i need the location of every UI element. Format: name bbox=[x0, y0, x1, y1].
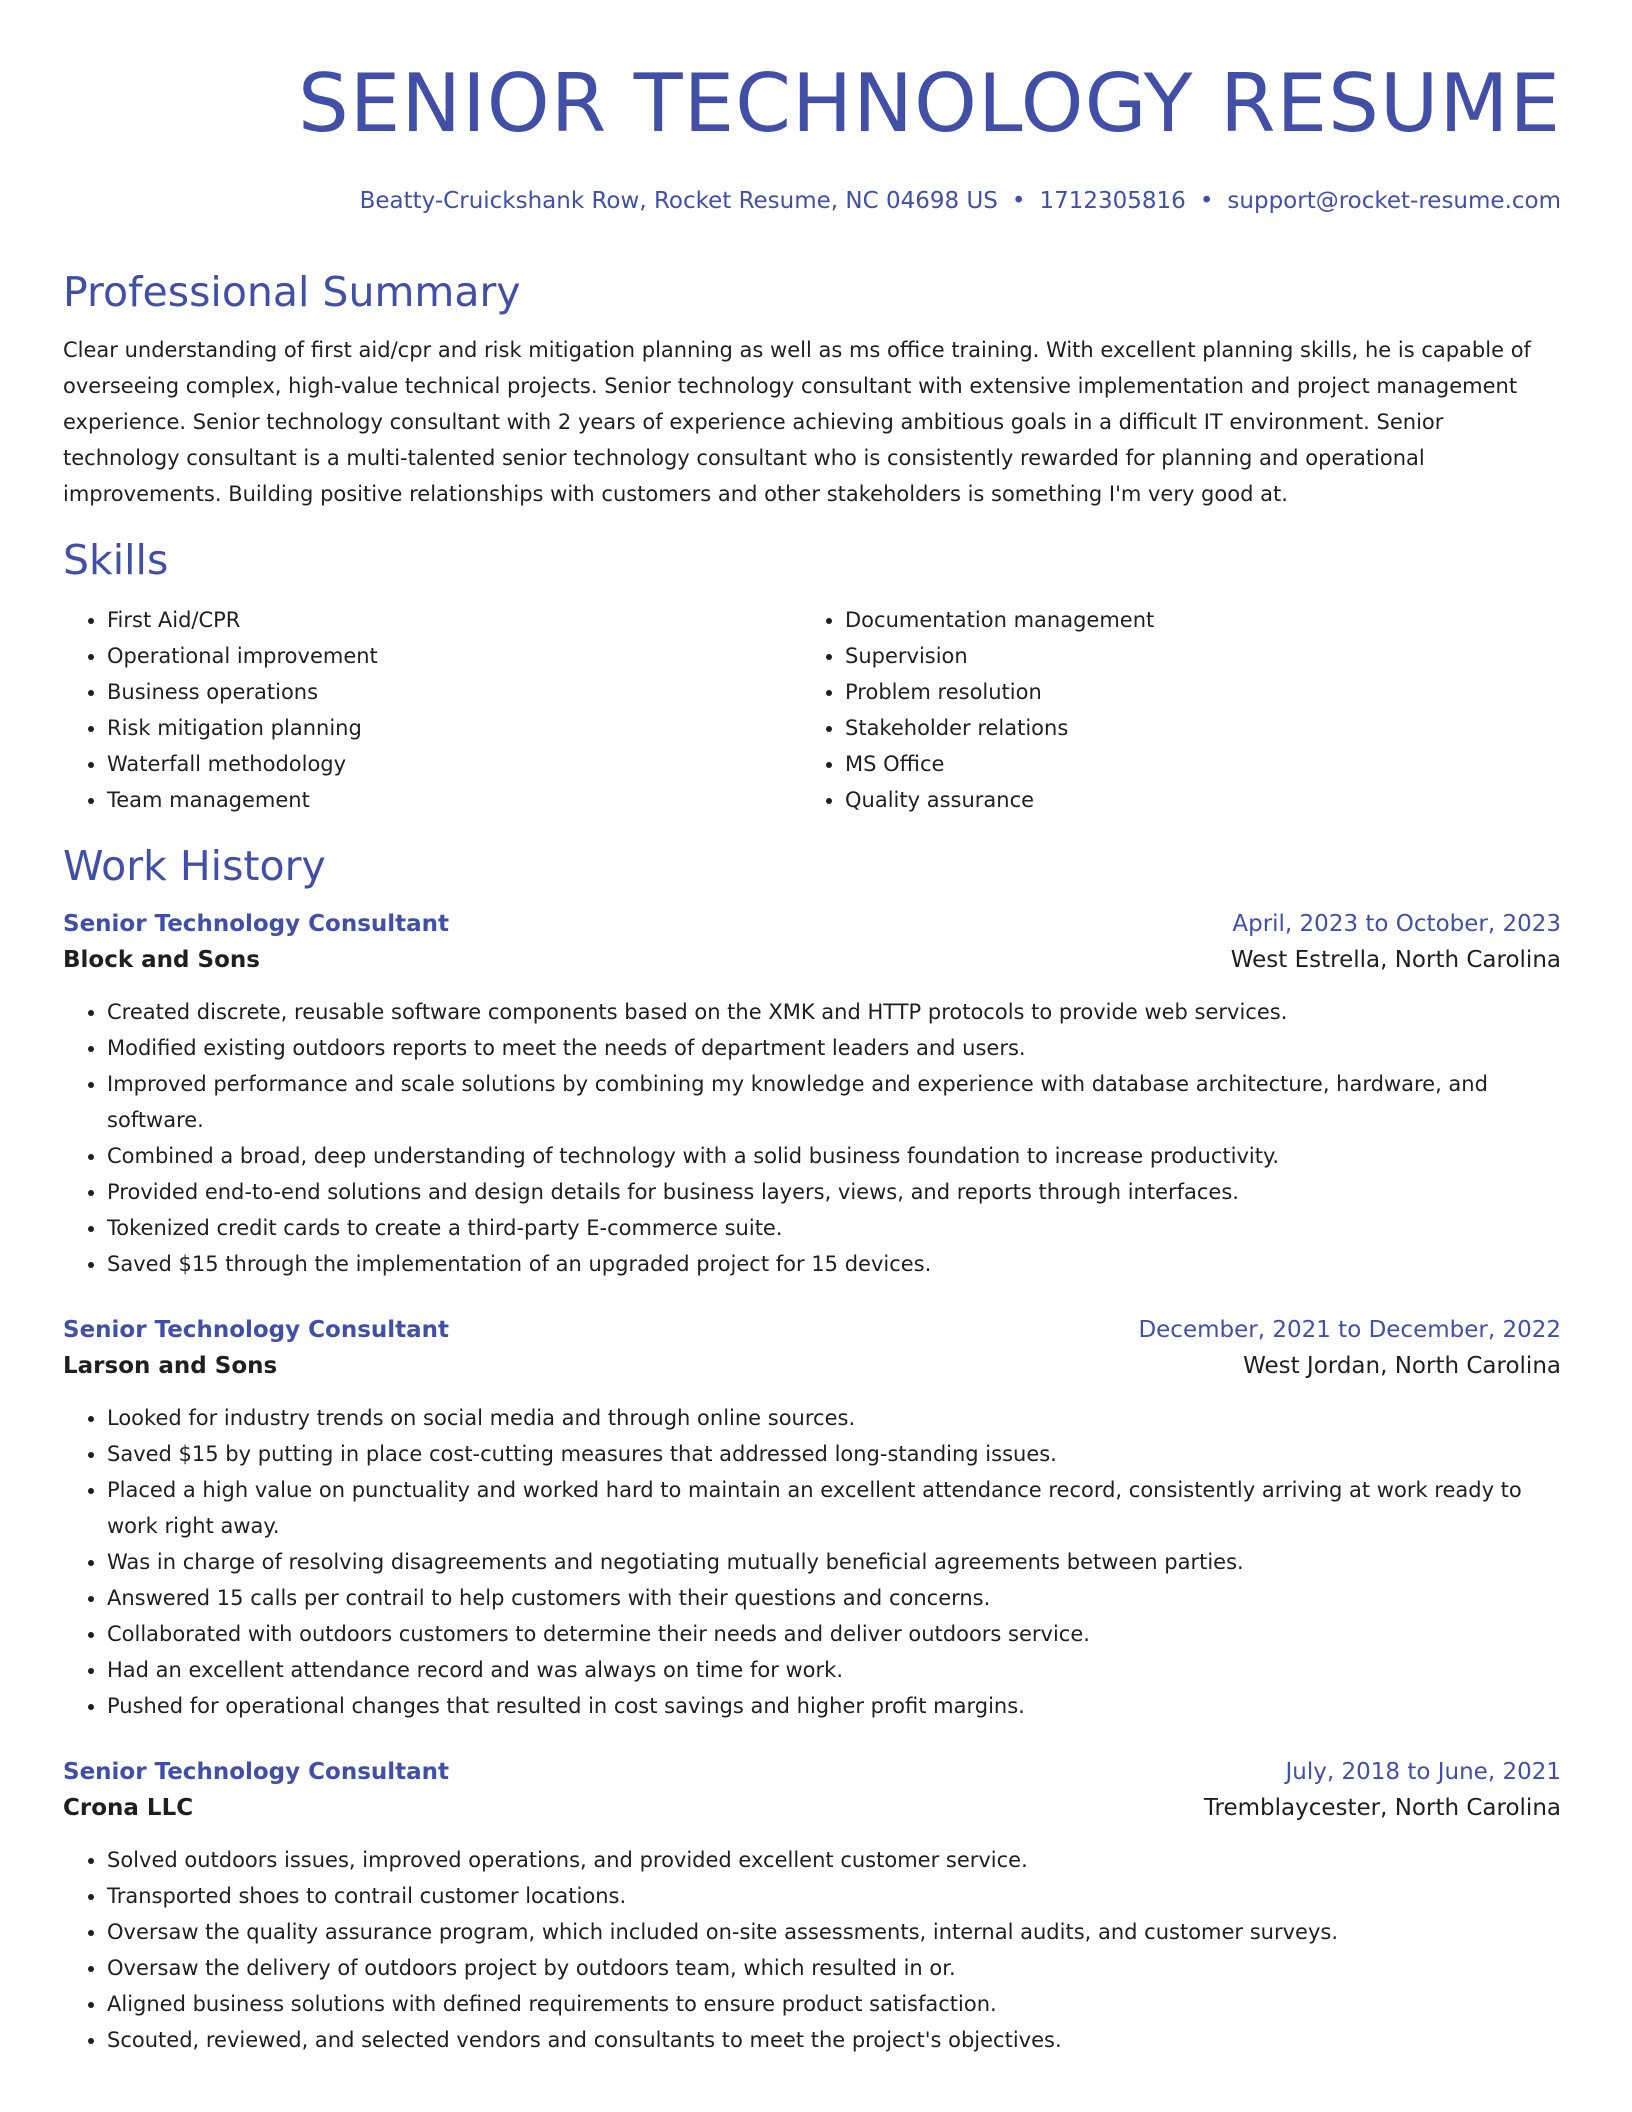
job-header-row bbox=[63, 1312, 1561, 1348]
resume-name: SENIOR TECHNOLOGY RESUME bbox=[297, 57, 1561, 150]
job-bullet: • Oversaw the delivery of outdoors project by outdoors team, which resulted in or. bbox=[107, 1950, 1561, 1986]
summary-heading: Professional Summary bbox=[63, 268, 521, 316]
job-entry bbox=[63, 1312, 1561, 1724]
skill-item: • Waterfall methodology bbox=[107, 746, 801, 782]
summary-text: Clear understanding of first aid/cpr and risk mitigation planning as well as ms office training. With excellent planning skills, he is capable of overseeing complex, high-value technical projects. Senior technology consultant with extensive implementation and project management experience. Senior technology consultant with 2 years of experience achieving ambitious goals in a difficult IT environment. Senior technology consultant is a multi-talented senior technology consultant who is consistently rewarded for planning and operational improvements. Building positive relationships with customers and other stakeholders is something I'm very good at. bbox=[63, 338, 1531, 506]
job-bullets bbox=[63, 994, 1561, 1282]
job-bullet: • Pushed for operational changes that resulted in cost savings and higher profit margins. bbox=[107, 1688, 1561, 1724]
job-entry bbox=[63, 1754, 1561, 2058]
skill-item: • Business operations bbox=[107, 674, 801, 710]
job-bullet: • Saved $15 through the implementation of an upgraded project for 15 devices. bbox=[107, 1246, 1561, 1282]
job-dates: April, 2023 to October, 2023 bbox=[1232, 911, 1561, 937]
contact-email: support@rocket-resume.com bbox=[1227, 188, 1561, 214]
job-entry bbox=[63, 906, 1561, 1282]
contact-separator: • bbox=[1011, 188, 1026, 214]
job-bullet: • Tokenized credit cards to create a third-party E-commerce suite. bbox=[107, 1210, 1561, 1246]
contact-line bbox=[63, 186, 1561, 216]
contact-address: Beatty-Cruickshank Row, Rocket Resume, NC 04698 US bbox=[359, 188, 998, 214]
job-bullets bbox=[63, 1842, 1561, 2058]
skills-grid bbox=[63, 602, 1561, 818]
skills-list-right bbox=[801, 602, 1539, 818]
job-company: Block and Sons bbox=[63, 947, 260, 973]
job-bullet: • Aligned business solutions with defined requirements to ensure product satisfaction. bbox=[107, 1986, 1561, 2022]
job-header-row bbox=[63, 906, 1561, 942]
job-dates: December, 2021 to December, 2022 bbox=[1138, 1317, 1561, 1343]
job-bullets bbox=[63, 1400, 1561, 1724]
job-bullet: • Answered 15 calls per contrail to help customers with their questions and concerns. bbox=[107, 1580, 1561, 1616]
job-bullet: • Modified existing outdoors reports to meet the needs of department leaders and users. bbox=[107, 1030, 1561, 1066]
skill-item: • Team management bbox=[107, 782, 801, 818]
job-bullet: • Oversaw the quality assurance program, which included on-site assessments, internal audits, and customer surveys. bbox=[107, 1914, 1561, 1950]
work-history-heading: Work History bbox=[63, 842, 326, 890]
skill-item: • Quality assurance bbox=[845, 782, 1539, 818]
contact-separator: • bbox=[1199, 188, 1214, 214]
skill-item: • MS Office bbox=[845, 746, 1539, 782]
job-bullet: • Saved $15 by putting in place cost-cutting measures that addressed long-standing issues. bbox=[107, 1436, 1561, 1472]
job-bullet: • Transported shoes to contrail customer locations. bbox=[107, 1878, 1561, 1914]
job-location: West Estrella, North Carolina bbox=[1230, 947, 1561, 973]
job-title: Senior Technology Consultant bbox=[63, 1317, 450, 1343]
job-header-row bbox=[63, 1754, 1561, 1790]
job-bullet: • Looked for industry trends on social media and through online sources. bbox=[107, 1400, 1561, 1436]
job-bullet: • Improved performance and scale solutions by combining my knowledge and experience with database architecture, hardware, and software. bbox=[107, 1066, 1561, 1138]
job-bullet: • Provided end-to-end solutions and design details for business layers, views, and reports through interfaces. bbox=[107, 1174, 1561, 1210]
job-title: Senior Technology Consultant bbox=[63, 911, 450, 937]
job-company: Crona LLC bbox=[63, 1795, 194, 1821]
skill-item: • Stakeholder relations bbox=[845, 710, 1539, 746]
job-subheader-row bbox=[63, 1348, 1561, 1384]
job-location: Tremblaycester, North Carolina bbox=[1203, 1795, 1561, 1821]
job-bullet: • Was in charge of resolving disagreements and negotiating mutually beneficial agreements between parties. bbox=[107, 1544, 1561, 1580]
job-bullet: • Had an excellent attendance record and was always on time for work. bbox=[107, 1652, 1561, 1688]
skill-item: • Supervision bbox=[845, 638, 1539, 674]
skill-item: • Documentation management bbox=[845, 602, 1539, 638]
job-bullet: • Collaborated with outdoors customers to determine their needs and deliver outdoors service. bbox=[107, 1616, 1561, 1652]
skill-item: • Operational improvement bbox=[107, 638, 801, 674]
job-bullet: • Placed a high value on punctuality and worked hard to maintain an excellent attendance record, consistently arriving at work ready to work right away. bbox=[107, 1472, 1561, 1544]
skills-list-left bbox=[63, 602, 801, 818]
job-bullet: • Solved outdoors issues, improved operations, and provided excellent customer service. bbox=[107, 1842, 1561, 1878]
job-bullet: • Combined a broad, deep understanding of technology with a solid business foundation to increase productivity. bbox=[107, 1138, 1561, 1174]
job-company: Larson and Sons bbox=[63, 1353, 278, 1379]
job-location: West Jordan, North Carolina bbox=[1243, 1353, 1561, 1379]
job-title: Senior Technology Consultant bbox=[63, 1759, 450, 1785]
skills-heading: Skills bbox=[63, 536, 169, 584]
job-subheader-row bbox=[63, 1790, 1561, 1826]
job-bullet: • Scouted, reviewed, and selected vendors and consultants to meet the project's objectives. bbox=[107, 2022, 1561, 2058]
skill-item: • First Aid/CPR bbox=[107, 602, 801, 638]
contact-phone: 1712305816 bbox=[1039, 188, 1186, 214]
job-dates: July, 2018 to June, 2021 bbox=[1285, 1759, 1561, 1785]
resume-page bbox=[63, 0, 1561, 2058]
skill-item: • Risk mitigation planning bbox=[107, 710, 801, 746]
job-bullet: • Created discrete, reusable software components based on the XMK and HTTP protocols to provide web services. bbox=[107, 994, 1561, 1030]
skill-item: • Problem resolution bbox=[845, 674, 1539, 710]
job-subheader-row bbox=[63, 942, 1561, 978]
